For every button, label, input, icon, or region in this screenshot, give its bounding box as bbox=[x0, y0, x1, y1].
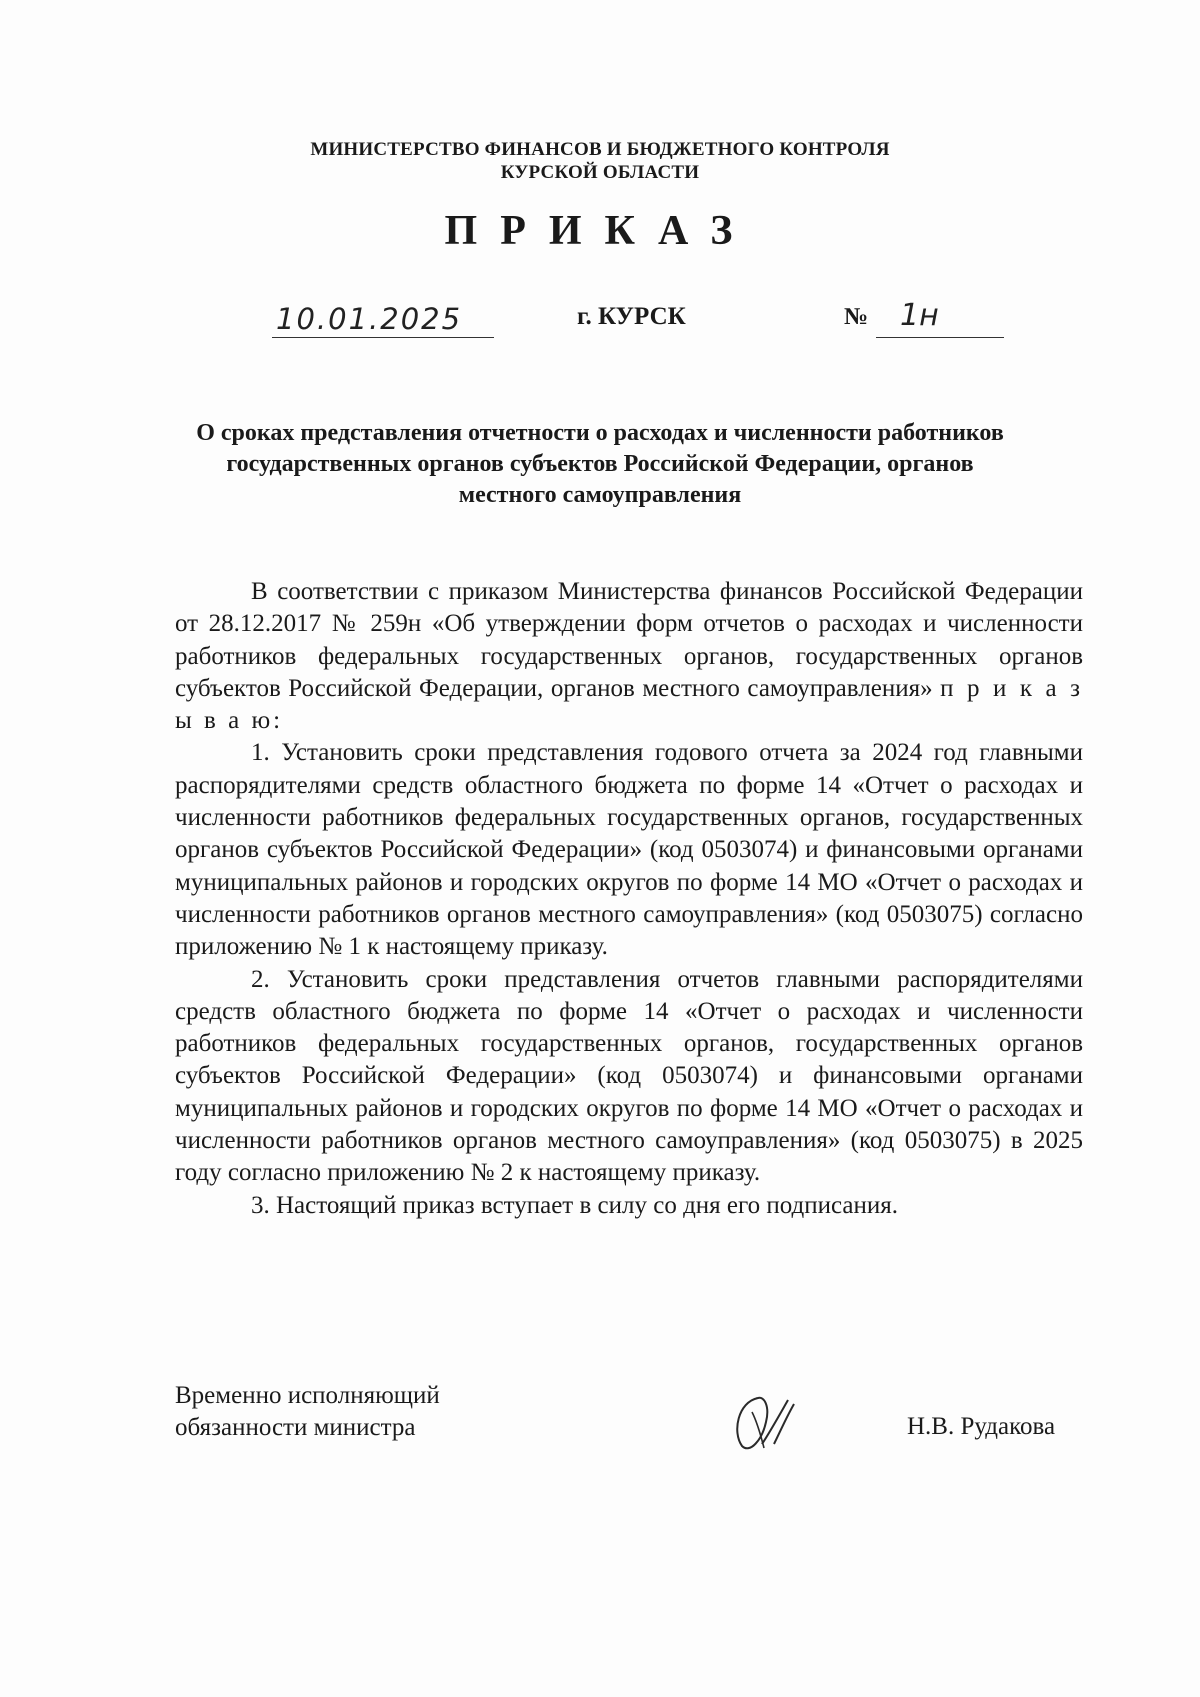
item-1-paragraph: 1. Установить сроки представления годового отчета за 2024 год главными распорядителями средств областного бюджета по форме 14 «Отчет о расходах и численности работников федеральных государственных органов, государственных органов субъектов Российской Федерации» (код 0503074) и финансовыми органами муниципальных районов и городских округов по форме 14 МО «Отчет о расходах и численности работников органов местного самоуправления» (код 0503075) согласно приложению № 1 к настоящему приказу. bbox=[175, 739, 1083, 961]
preamble-paragraph bbox=[175, 576, 1083, 737]
preamble-text: В соответствии с приказом Министерства финансов Российской Федерации от 28.12.2017 № 259н «Об утверждении форм отчетов о расходах и численности работников федеральных государственных органов, государственных органов субъектов Российской Федерации, органов местного самоуправления» bbox=[175, 578, 1083, 702]
order-number-handwritten: 1н bbox=[900, 298, 939, 333]
handwritten-signature-icon bbox=[728, 1392, 798, 1454]
item-3-paragraph: 3. Настоящий приказ вступает в силу со дня его подписания. bbox=[251, 1191, 899, 1219]
document-type-title: ПРИКАЗ bbox=[444, 208, 756, 254]
order-body bbox=[175, 576, 1083, 1222]
ministry-header bbox=[0, 138, 1200, 184]
signatory-role-line2: обязанности министра bbox=[175, 1414, 416, 1441]
order-date-handwritten: 10.01.2025 bbox=[276, 302, 463, 336]
number-sign: № bbox=[844, 304, 869, 330]
order-word: п р и к а з ы в а ю: bbox=[175, 674, 1083, 735]
signatory-name: Н.В. Рудакова bbox=[907, 1413, 1056, 1440]
item-2-paragraph: 2. Установить сроки представления отчетов главными распорядителями средств областного бюджета по форме 14 «Отчет о расходах и численности работников федеральных государственных органов, государственных органов субъектов Российской Федерации» (код 0503074) и финансовыми органами муниципальных районов и городских округов по форме 14 МО «Отчет о расходах и численности работников органов местного самоуправления» (код 0503075) в 2025 году согласно приложению № 2 к настоящему приказу. bbox=[175, 965, 1083, 1187]
order-number-field bbox=[844, 298, 1004, 340]
ministry-name-line2: КУРСКОЙ ОБЛАСТИ bbox=[500, 162, 700, 183]
date-underline bbox=[272, 337, 494, 338]
order-subject-heading: О сроках представления отчетности о расходах и численности работников государственных органов субъектов Российской Федерации, органов местного самоуправления bbox=[196, 420, 1004, 508]
number-underline bbox=[876, 337, 1004, 338]
signatory-role bbox=[175, 1380, 440, 1444]
ministry-name-line1: МИНИСТЕРСТВО ФИНАНСОВ И БЮДЖЕТНОГО КОНТРОЛЯ bbox=[310, 139, 890, 160]
order-date-field bbox=[272, 302, 494, 340]
signatory-role-line1: Временно исполняющий bbox=[175, 1382, 440, 1409]
order-city: г. КУРСК bbox=[577, 303, 686, 330]
